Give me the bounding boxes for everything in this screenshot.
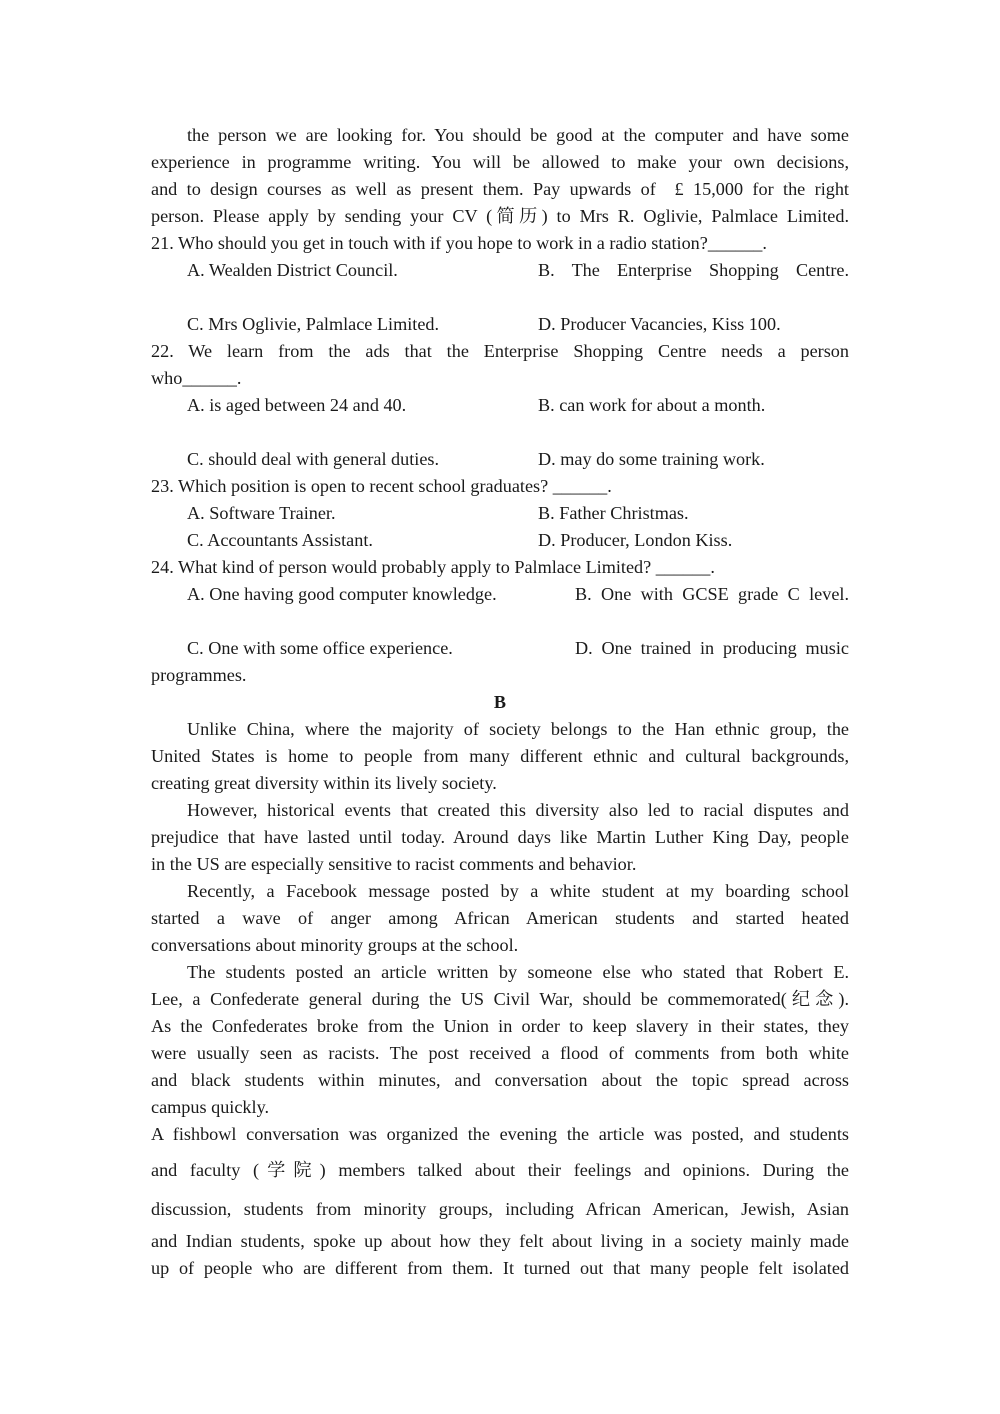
text-line: However, historical events that created this diversity also led to racial disputes and <box>187 800 849 820</box>
passage-paragraph-1 <box>151 716 849 797</box>
option-a: A. is aged between 24 and 40. <box>187 395 407 415</box>
text-line: and black students within minutes, and conversation about the topic spread across <box>151 1070 849 1090</box>
passage-paragraph-4 <box>151 959 849 1121</box>
text-line: Recently, a Facebook message posted by a white student at my boarding school <box>187 881 849 901</box>
text-line: The students posted an article written by someone else who stated that Robert E. <box>187 962 849 982</box>
option-c: C. One with some office experience. <box>187 638 453 658</box>
text-line: conversations about minority groups at the school. <box>151 935 519 955</box>
text-line: and faculty (学院) members talked about their feelings and opinions. During the <box>151 1160 849 1180</box>
text-line: discussion, students from minority groups, including African American, Jewish, Asian <box>151 1199 849 1219</box>
text-line: in the US are especially sensitive to racist comments and behavior. <box>151 854 637 874</box>
question-stem-cont: who______. <box>151 368 242 388</box>
option-d: D. may do some training work. <box>538 449 765 469</box>
option-b: B. can work for about a month. <box>538 395 766 415</box>
option-c: C. should deal with general duties. <box>187 449 440 469</box>
option-a: A. Software Trainer. <box>187 503 336 523</box>
option-d: D. Producer Vacancies, Kiss 100. <box>538 314 781 334</box>
text-line: campus quickly. <box>151 1097 270 1117</box>
option-b: B. The Enterprise Shopping Centre. <box>538 260 849 280</box>
option-c: C. Mrs Oglivie, Palmlace Limited. <box>187 314 440 334</box>
question-23 <box>151 473 849 554</box>
option-d: D. One trained in producing music <box>575 638 849 658</box>
option-a: A. Wealden District Council. <box>187 260 398 280</box>
text-line: Lee, a Confederate general during the US Civil War, should be commemorated(纪念). <box>151 989 849 1009</box>
text-line: the person we are looking for. You should be good at the computer and have some <box>187 125 849 145</box>
question-21 <box>151 230 849 338</box>
document-page <box>151 122 849 1282</box>
option-a: A. One having good computer knowledge. <box>187 584 497 604</box>
question-24 <box>151 554 849 689</box>
question-stem: 24. What kind of person would probably apply to Palmlace Limited? ______. <box>151 557 715 577</box>
option-d-cont: programmes. <box>151 665 247 685</box>
text-line: were usually seen as racists. The post received a flood of comments from both white <box>151 1043 849 1063</box>
text-line: up of people who are different from them. It turned out that many people felt isolated <box>151 1258 849 1278</box>
passage-paragraph-5 <box>151 1121 849 1282</box>
text-line: and Indian students, spoke up about how they felt about living in a society mainly made <box>151 1231 849 1251</box>
question-22 <box>151 338 849 473</box>
text-line: United States is home to people from many different ethnic and cultural backgrounds, <box>151 746 849 766</box>
question-stem: 22. We learn from the ads that the Enterprise Shopping Centre needs a person <box>151 341 849 361</box>
text-line: and to design courses as well as present them. Pay upwards of £ 15,000 for the right <box>151 179 849 199</box>
text-line: person. Please apply by sending your CV (简历) to Mrs R. Oglivie, Palmlace Limited. <box>151 206 849 226</box>
question-stem: 21. Who should you get in touch with if you hope to work in a radio station?______. <box>151 233 767 253</box>
text-line: prejudice that have lasted until today. Around days like Martin Luther King Day, people <box>151 827 849 847</box>
text-line: A fishbowl conversation was organized the evening the article was posted, and students <box>151 1124 849 1144</box>
option-b: B. Father Christmas. <box>538 503 689 523</box>
text-line: Unlike China, where the majority of society belongs to the Han ethnic group, the <box>187 719 849 739</box>
option-c: C. Accountants Assistant. <box>187 530 373 550</box>
question-stem: 23. Which position is open to recent school graduates? ______. <box>151 476 612 496</box>
passage-paragraph-2 <box>151 797 849 878</box>
text-line: creating great diversity within its lively society. <box>151 773 497 793</box>
section-heading: B <box>493 692 507 712</box>
text-line: started a wave of anger among African American students and started heated <box>151 908 849 928</box>
intro-paragraph <box>151 122 849 230</box>
option-b: B. One with GCSE grade C level. <box>575 584 849 604</box>
passage-paragraph-3 <box>151 878 849 959</box>
text-line: As the Confederates broke from the Union in order to keep slavery in their states, they <box>151 1016 849 1036</box>
option-d: D. Producer, London Kiss. <box>538 530 733 550</box>
text-line: experience in programme writing. You will be allowed to make your own decisions, <box>151 152 849 172</box>
